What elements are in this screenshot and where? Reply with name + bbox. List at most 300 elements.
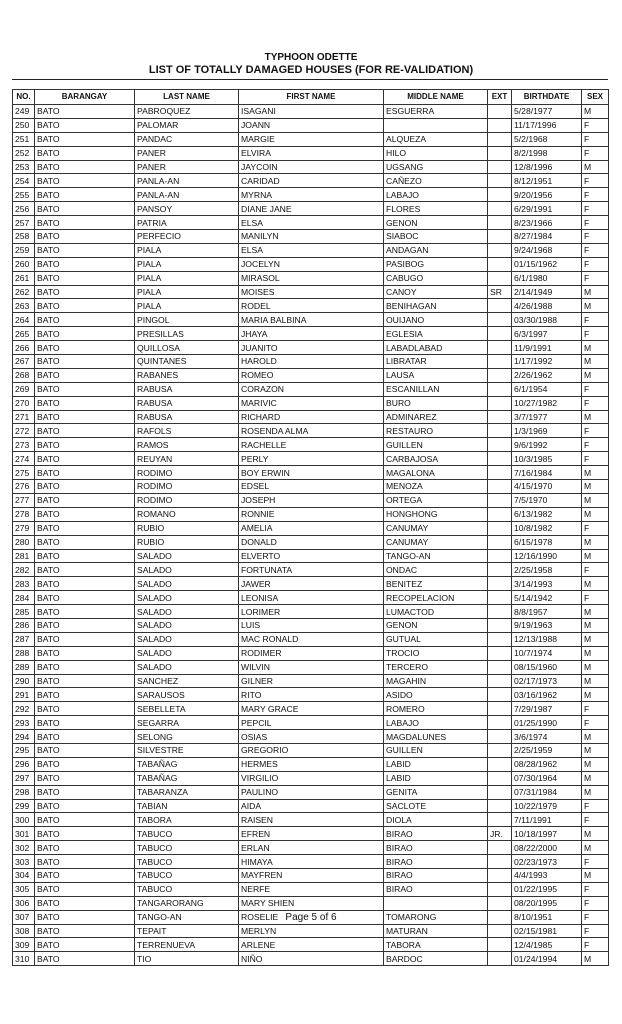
first-name-cell: RAISEN — [239, 813, 384, 827]
table-row — [13, 577, 609, 591]
row-number: 310 — [13, 952, 35, 966]
ext-cell — [488, 243, 512, 257]
row-number: 251 — [13, 132, 35, 146]
barangay-cell: BATO — [35, 674, 135, 688]
birthdate-cell: 01/22/1995 — [512, 882, 582, 896]
sex-cell: M — [582, 688, 609, 702]
sex-cell: M — [582, 743, 609, 757]
birthdate-cell: 2/26/1962 — [512, 368, 582, 382]
middle-name-cell: TABORA — [384, 938, 488, 952]
row-number: 266 — [13, 341, 35, 355]
last-name-cell: TABORA — [135, 813, 239, 827]
table-row — [13, 855, 609, 869]
barangay-cell: BATO — [35, 952, 135, 966]
last-name-cell: SEGARRA — [135, 716, 239, 730]
ext-cell — [488, 521, 512, 535]
row-number: 301 — [13, 827, 35, 841]
first-name-cell: MOISES — [239, 285, 384, 299]
sex-cell: F — [582, 132, 609, 146]
first-name-cell: NIÑO — [239, 952, 384, 966]
middle-name-cell: HONGHONG — [384, 507, 488, 521]
table-row — [13, 827, 609, 841]
last-name-cell: TABAÑAG — [135, 757, 239, 771]
middle-name-cell — [384, 118, 488, 132]
birthdate-cell: 4/15/1970 — [512, 480, 582, 494]
row-number: 265 — [13, 327, 35, 341]
barangay-cell: BATO — [35, 896, 135, 910]
ext-cell — [488, 313, 512, 327]
row-number: 308 — [13, 924, 35, 938]
sex-cell: F — [582, 452, 609, 466]
birthdate-cell: 12/4/1985 — [512, 938, 582, 952]
ext-cell — [488, 535, 512, 549]
last-name-cell: PANER — [135, 160, 239, 174]
middle-name-cell: CANOY — [384, 285, 488, 299]
first-name-cell: PERLY — [239, 452, 384, 466]
document-subtitle: LIST OF TOTALLY DAMAGED HOUSES (FOR RE-VALIDATION) — [148, 64, 474, 76]
ext-cell — [488, 132, 512, 146]
sex-cell: M — [582, 757, 609, 771]
table-row — [13, 896, 609, 910]
row-number: 300 — [13, 813, 35, 827]
last-name-cell: PIALA — [135, 285, 239, 299]
ext-cell — [488, 785, 512, 799]
middle-name-cell: BARDOC — [384, 952, 488, 966]
first-name-cell: JAYCOIN — [239, 160, 384, 174]
col-header-middle-name: MIDDLE NAME — [384, 90, 488, 105]
birthdate-cell: 03/16/1962 — [512, 688, 582, 702]
last-name-cell: PERFECIO — [135, 230, 239, 244]
row-number: 253 — [13, 160, 35, 174]
last-name-cell: SALADO — [135, 549, 239, 563]
sex-cell: F — [582, 271, 609, 285]
last-name-cell: ROMANO — [135, 507, 239, 521]
birthdate-cell: 7/29/1987 — [512, 702, 582, 716]
sex-cell: M — [582, 105, 609, 119]
last-name-cell: TABUCO — [135, 855, 239, 869]
table-row — [13, 785, 609, 799]
last-name-cell: SEBELLETA — [135, 702, 239, 716]
middle-name-cell: BENITEZ — [384, 577, 488, 591]
row-number: 296 — [13, 757, 35, 771]
first-name-cell: MAYFREN — [239, 868, 384, 882]
first-name-cell: MERLYN — [239, 924, 384, 938]
row-number: 254 — [13, 174, 35, 188]
ext-cell — [488, 507, 512, 521]
table-row — [13, 160, 609, 174]
sex-cell: F — [582, 938, 609, 952]
last-name-cell: RUBIO — [135, 521, 239, 535]
birthdate-cell: 5/28/1977 — [512, 105, 582, 119]
barangay-cell: BATO — [35, 271, 135, 285]
row-number: 307 — [13, 910, 35, 924]
barangay-cell: BATO — [35, 424, 135, 438]
table-row — [13, 243, 609, 257]
barangay-cell: BATO — [35, 355, 135, 369]
ext-cell — [488, 368, 512, 382]
middle-name-cell: ALQUEZA — [384, 132, 488, 146]
middle-name-cell: CARBAJOSA — [384, 452, 488, 466]
last-name-cell: PANDAC — [135, 132, 239, 146]
sex-cell: M — [582, 368, 609, 382]
middle-name-cell: BENIHAGAN — [384, 299, 488, 313]
sex-cell: M — [582, 771, 609, 785]
table-row — [13, 438, 609, 452]
row-number: 289 — [13, 660, 35, 674]
middle-name-cell: BIRAO — [384, 882, 488, 896]
row-number: 278 — [13, 507, 35, 521]
birthdate-cell: 02/17/1973 — [512, 674, 582, 688]
header-rule — [12, 79, 608, 80]
ext-cell — [488, 160, 512, 174]
sex-cell: F — [582, 924, 609, 938]
birthdate-cell: 5/2/1968 — [512, 132, 582, 146]
middle-name-cell: LABAJO — [384, 188, 488, 202]
ext-cell — [488, 438, 512, 452]
middle-name-cell: CANUMAY — [384, 535, 488, 549]
barangay-cell: BATO — [35, 452, 135, 466]
sex-cell: M — [582, 868, 609, 882]
ext-cell — [488, 660, 512, 674]
birthdate-cell: 01/15/1962 — [512, 257, 582, 271]
sex-cell: F — [582, 396, 609, 410]
birthdate-cell: 08/15/1960 — [512, 660, 582, 674]
birthdate-cell: 6/15/1978 — [512, 535, 582, 549]
last-name-cell: RUBIO — [135, 535, 239, 549]
ext-cell — [488, 882, 512, 896]
middle-name-cell: BIRAO — [384, 841, 488, 855]
last-name-cell: PALOMAR — [135, 118, 239, 132]
last-name-cell: RAMOS — [135, 438, 239, 452]
birthdate-cell: 6/1/1980 — [512, 271, 582, 285]
barangay-cell: BATO — [35, 257, 135, 271]
middle-name-cell: DIOLA — [384, 813, 488, 827]
ext-cell — [488, 410, 512, 424]
barangay-cell: BATO — [35, 410, 135, 424]
last-name-cell: PANSOY — [135, 202, 239, 216]
last-name-cell: RAFOLS — [135, 424, 239, 438]
first-name-cell: LUIS — [239, 618, 384, 632]
sex-cell: F — [582, 882, 609, 896]
table-row — [13, 341, 609, 355]
sex-cell: F — [582, 591, 609, 605]
row-number: 297 — [13, 771, 35, 785]
table-row — [13, 632, 609, 646]
sex-cell: F — [582, 799, 609, 813]
sex-cell: F — [582, 257, 609, 271]
barangay-cell: BATO — [35, 285, 135, 299]
barangay-cell: BATO — [35, 466, 135, 480]
middle-name-cell: LUMACTOD — [384, 605, 488, 619]
row-number: 269 — [13, 382, 35, 396]
first-name-cell: EDSEL — [239, 480, 384, 494]
first-name-cell: CORAZON — [239, 382, 384, 396]
ext-cell — [488, 855, 512, 869]
first-name-cell: JOANN — [239, 118, 384, 132]
row-number: 305 — [13, 882, 35, 896]
birthdate-cell: 2/14/1949 — [512, 285, 582, 299]
first-name-cell: LEONISA — [239, 591, 384, 605]
sex-cell: F — [582, 716, 609, 730]
table-row — [13, 605, 609, 619]
first-name-cell: ISAGANI — [239, 105, 384, 119]
row-number: 249 — [13, 105, 35, 119]
table-row — [13, 202, 609, 216]
barangay-cell: BATO — [35, 591, 135, 605]
row-number: 272 — [13, 424, 35, 438]
first-name-cell: NERFE — [239, 882, 384, 896]
barangay-cell: BATO — [35, 605, 135, 619]
table-row — [13, 174, 609, 188]
row-number: 294 — [13, 730, 35, 744]
row-number: 262 — [13, 285, 35, 299]
barangay-cell: BATO — [35, 535, 135, 549]
ext-cell — [488, 841, 512, 855]
middle-name-cell: LABADLABAD — [384, 341, 488, 355]
first-name-cell: ELSA — [239, 243, 384, 257]
sex-cell: F — [582, 563, 609, 577]
middle-name-cell: ESGUERRA — [384, 105, 488, 119]
birthdate-cell: 08/20/1995 — [512, 896, 582, 910]
barangay-cell: BATO — [35, 855, 135, 869]
document-title: TYPHOON ODETTE — [264, 52, 358, 63]
birthdate-cell: 9/6/1992 — [512, 438, 582, 452]
last-name-cell: PIALA — [135, 243, 239, 257]
last-name-cell: RABANES — [135, 368, 239, 382]
row-number: 288 — [13, 646, 35, 660]
sex-cell: F — [582, 118, 609, 132]
col-header-ext: EXT — [488, 90, 512, 105]
middle-name-cell: ORTEGA — [384, 493, 488, 507]
sex-cell: F — [582, 910, 609, 924]
middle-name-cell: MAGAHIN — [384, 674, 488, 688]
barangay-cell: BATO — [35, 660, 135, 674]
last-name-cell: TABUCO — [135, 868, 239, 882]
sex-cell: M — [582, 480, 609, 494]
birthdate-cell: 10/3/1985 — [512, 452, 582, 466]
row-number: 250 — [13, 118, 35, 132]
last-name-cell: PANLA-AN — [135, 174, 239, 188]
barangay-cell: BATO — [35, 438, 135, 452]
barangay-cell: BATO — [35, 868, 135, 882]
row-number: 268 — [13, 368, 35, 382]
birthdate-cell: 5/14/1942 — [512, 591, 582, 605]
last-name-cell: RODIMO — [135, 493, 239, 507]
last-name-cell: SELONG — [135, 730, 239, 744]
ext-cell — [488, 938, 512, 952]
sex-cell: M — [582, 730, 609, 744]
birthdate-cell: 08/28/1962 — [512, 757, 582, 771]
table-row — [13, 216, 609, 230]
row-number: 274 — [13, 452, 35, 466]
first-name-cell: MIRASOL — [239, 271, 384, 285]
ext-cell — [488, 216, 512, 230]
ext-cell — [488, 202, 512, 216]
sex-cell: F — [582, 327, 609, 341]
first-name-cell: HERMES — [239, 757, 384, 771]
ext-cell — [488, 118, 512, 132]
row-number: 292 — [13, 702, 35, 716]
barangay-cell: BATO — [35, 799, 135, 813]
row-number: 302 — [13, 841, 35, 855]
table-row — [13, 591, 609, 605]
table-row — [13, 257, 609, 271]
middle-name-cell: BIRAO — [384, 827, 488, 841]
barangay-cell: BATO — [35, 702, 135, 716]
birthdate-cell: 6/29/1991 — [512, 202, 582, 216]
birthdate-cell: 8/27/1984 — [512, 230, 582, 244]
row-number: 259 — [13, 243, 35, 257]
birthdate-cell: 03/30/1988 — [512, 313, 582, 327]
table-row — [13, 771, 609, 785]
first-name-cell: CARIDAD — [239, 174, 384, 188]
last-name-cell: RABUSA — [135, 410, 239, 424]
last-name-cell: REUYAN — [135, 452, 239, 466]
barangay-cell: BATO — [35, 882, 135, 896]
sex-cell: M — [582, 632, 609, 646]
birthdate-cell: 7/5/1970 — [512, 493, 582, 507]
table-row — [13, 480, 609, 494]
ext-cell — [488, 813, 512, 827]
row-number: 279 — [13, 521, 35, 535]
first-name-cell: RITO — [239, 688, 384, 702]
sex-cell: M — [582, 507, 609, 521]
sex-cell: F — [582, 521, 609, 535]
barangay-cell: BATO — [35, 743, 135, 757]
middle-name-cell: BIRAO — [384, 868, 488, 882]
ext-cell — [488, 577, 512, 591]
barangay-cell: BATO — [35, 563, 135, 577]
last-name-cell: PATRIA — [135, 216, 239, 230]
table-row — [13, 355, 609, 369]
barangay-cell: BATO — [35, 243, 135, 257]
first-name-cell: JUANITO — [239, 341, 384, 355]
birthdate-cell: 3/7/1977 — [512, 410, 582, 424]
sex-cell: F — [582, 230, 609, 244]
row-number: 290 — [13, 674, 35, 688]
sex-cell: M — [582, 160, 609, 174]
table-row — [13, 841, 609, 855]
ext-cell — [488, 771, 512, 785]
last-name-cell: RODIMO — [135, 480, 239, 494]
middle-name-cell: LABAJO — [384, 716, 488, 730]
table-row — [13, 660, 609, 674]
ext-cell — [488, 230, 512, 244]
row-number: 286 — [13, 618, 35, 632]
barangay-cell: BATO — [35, 493, 135, 507]
barangay-cell: BATO — [35, 757, 135, 771]
table-row — [13, 799, 609, 813]
table-row — [13, 868, 609, 882]
row-number: 258 — [13, 230, 35, 244]
last-name-cell: TANGO-AN — [135, 910, 239, 924]
barangay-cell: BATO — [35, 618, 135, 632]
ext-cell — [488, 646, 512, 660]
table-row — [13, 493, 609, 507]
table-row — [13, 924, 609, 938]
barangay-cell: BATO — [35, 327, 135, 341]
last-name-cell: RODIMO — [135, 466, 239, 480]
table-row — [13, 813, 609, 827]
ext-cell — [488, 188, 512, 202]
barangay-cell: BATO — [35, 341, 135, 355]
table-row — [13, 105, 609, 119]
last-name-cell: TABARANZA — [135, 785, 239, 799]
ext-cell — [488, 674, 512, 688]
barangay-cell: BATO — [35, 577, 135, 591]
first-name-cell: PEPCIL — [239, 716, 384, 730]
birthdate-cell: 11/17/1996 — [512, 118, 582, 132]
middle-name-cell: HILO — [384, 146, 488, 160]
ext-cell — [488, 382, 512, 396]
ext-cell — [488, 702, 512, 716]
first-name-cell: MARGIE — [239, 132, 384, 146]
row-number: 303 — [13, 855, 35, 869]
sex-cell: M — [582, 660, 609, 674]
table-row — [13, 882, 609, 896]
middle-name-cell: LIBRATAR — [384, 355, 488, 369]
middle-name-cell: GUILLEN — [384, 438, 488, 452]
table-row — [13, 716, 609, 730]
first-name-cell: AMELIA — [239, 521, 384, 535]
table-row — [13, 188, 609, 202]
middle-name-cell: GENON — [384, 216, 488, 230]
middle-name-cell: ANDAGAN — [384, 243, 488, 257]
barangay-cell: BATO — [35, 730, 135, 744]
birthdate-cell: 7/11/1991 — [512, 813, 582, 827]
first-name-cell: ELVERTO — [239, 549, 384, 563]
barangay-cell: BATO — [35, 118, 135, 132]
row-number: 275 — [13, 466, 35, 480]
col-header-no: NO. — [13, 90, 35, 105]
table-row — [13, 396, 609, 410]
row-number: 306 — [13, 896, 35, 910]
first-name-cell: MARY GRACE — [239, 702, 384, 716]
table-row — [13, 285, 609, 299]
sex-cell: F — [582, 896, 609, 910]
birthdate-cell: 10/27/1982 — [512, 396, 582, 410]
row-number: 276 — [13, 480, 35, 494]
table-row — [13, 618, 609, 632]
sex-cell: M — [582, 646, 609, 660]
middle-name-cell: TANGO-AN — [384, 549, 488, 563]
sex-cell: F — [582, 188, 609, 202]
barangay-cell: BATO — [35, 841, 135, 855]
middle-name-cell: RESTAURO — [384, 424, 488, 438]
sex-cell: M — [582, 299, 609, 313]
table-row — [13, 646, 609, 660]
table-row — [13, 938, 609, 952]
ext-cell — [488, 896, 512, 910]
sex-cell: F — [582, 202, 609, 216]
row-number: 284 — [13, 591, 35, 605]
ext-cell — [488, 591, 512, 605]
first-name-cell: JOCELYN — [239, 257, 384, 271]
ext-cell — [488, 799, 512, 813]
table-row — [13, 674, 609, 688]
barangay-cell: BATO — [35, 507, 135, 521]
first-name-cell: ROSENDA ALMA — [239, 424, 384, 438]
col-header-birthdate: BIRTHDATE — [512, 90, 582, 105]
birthdate-cell: 1/3/1969 — [512, 424, 582, 438]
barangay-cell: BATO — [35, 382, 135, 396]
first-name-cell: ROMEO — [239, 368, 384, 382]
last-name-cell: PRESILLAS — [135, 327, 239, 341]
birthdate-cell: 1/17/1992 — [512, 355, 582, 369]
birthdate-cell: 12/8/1996 — [512, 160, 582, 174]
last-name-cell: TABAÑAG — [135, 771, 239, 785]
birthdate-cell: 8/23/1966 — [512, 216, 582, 230]
